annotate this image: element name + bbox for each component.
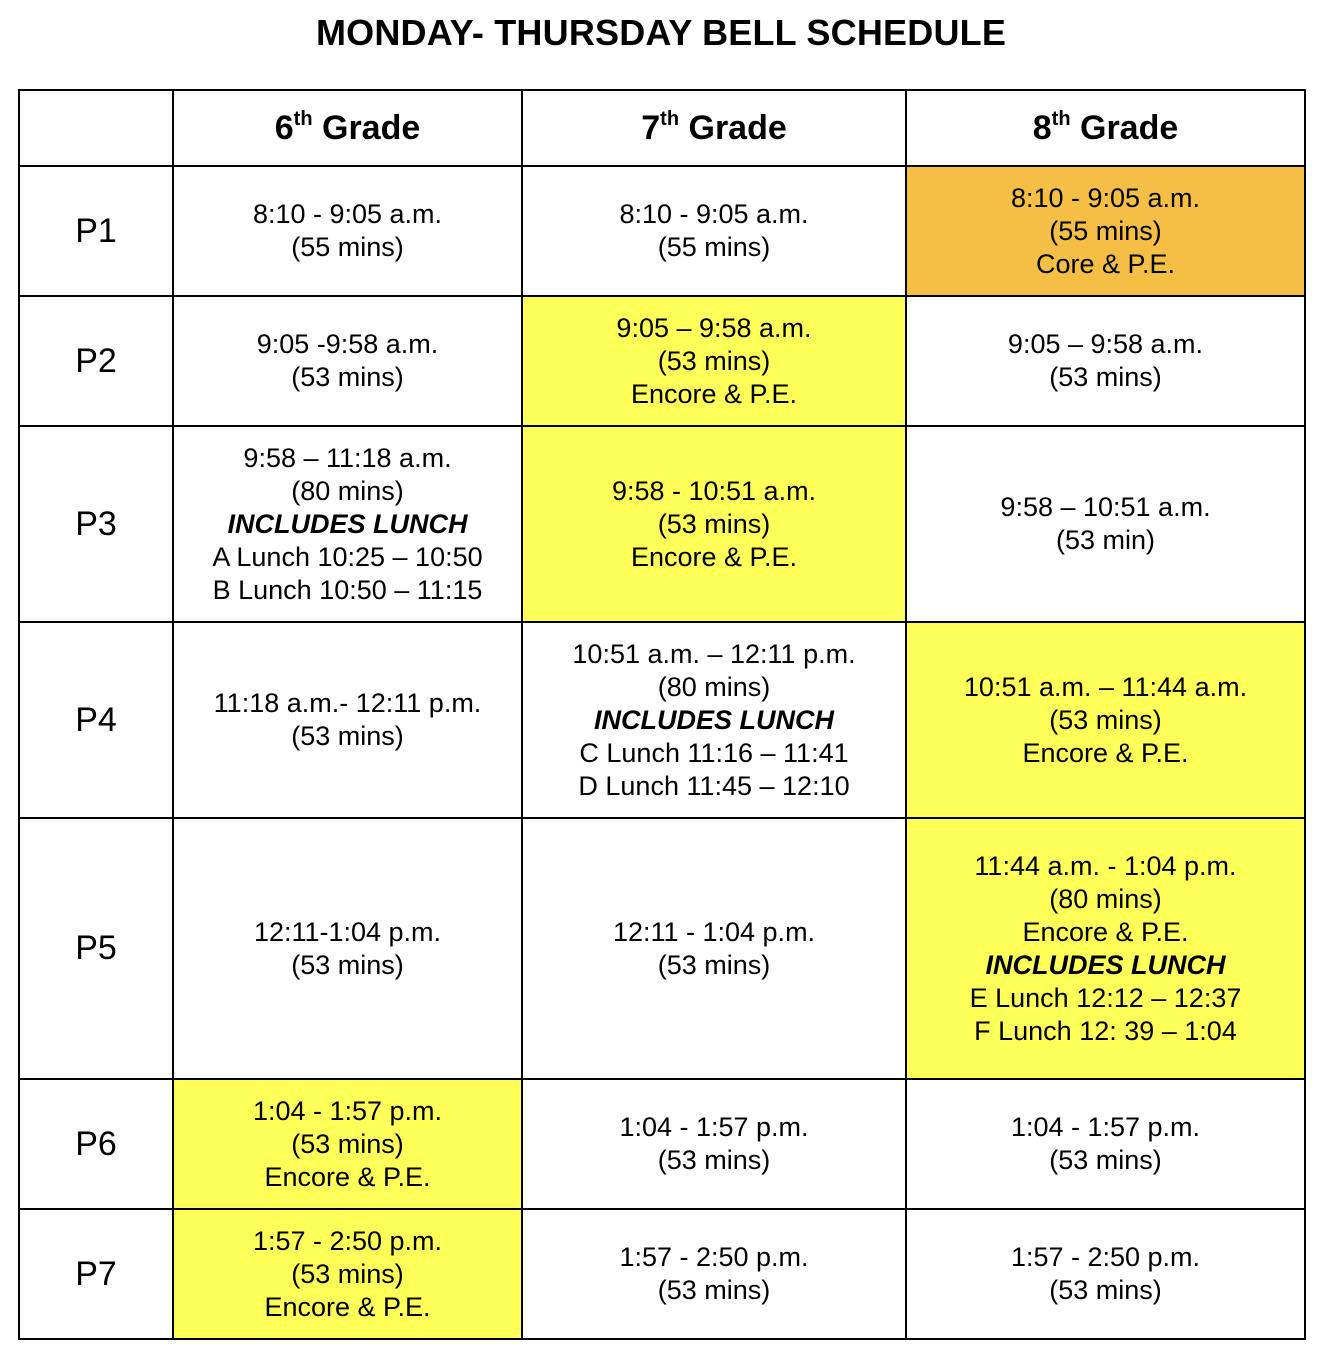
table-row (19, 296, 1305, 426)
bell-schedule-table (18, 89, 1306, 1340)
schedule-cell-highlighted: 1:04 - 1:57 p.m. (53 mins) Encore & P.E. (173, 1079, 522, 1209)
schedule-cell: 1:04 - 1:57 p.m. (53 mins) (522, 1079, 906, 1209)
period-label: P3 (19, 426, 173, 622)
period-label: P7 (19, 1209, 173, 1339)
schedule-cell: 9:05 -9:58 a.m. (53 mins) (173, 296, 522, 426)
page-title: MONDAY- THURSDAY BELL SCHEDULE (315, 12, 1007, 53)
grade-6-header: 6th Grade (173, 90, 522, 166)
table-row (19, 1209, 1305, 1339)
schedule-cell: 1:57 - 2:50 p.m. (53 mins) (906, 1209, 1305, 1339)
schedule-cell: 11:18 a.m.- 12:11 p.m. (53 mins) (173, 622, 522, 818)
period-label: P4 (19, 622, 173, 818)
schedule-cell: 8:10 - 9:05 a.m. (55 mins) (522, 166, 906, 296)
schedule-cell-highlighted: 10:51 a.m. – 11:44 a.m. (53 mins) Encore & P.E. (906, 622, 1305, 818)
schedule-cell-highlighted: 9:05 – 9:58 a.m. (53 mins) Encore & P.E. (522, 296, 906, 426)
schedule-cell-highlighted: 1:57 - 2:50 p.m. (53 mins) Encore & P.E. (173, 1209, 522, 1339)
grade-7-header: 7th Grade (522, 90, 906, 166)
schedule-cell-highlighted: 11:44 a.m. - 1:04 p.m. (80 mins) Encore & P.E. INCLUDES LUNCH E Lunch 12:12 – 12:37 F Lunch 12: 39 – 1:04 (906, 818, 1305, 1079)
schedule-cell: 12:11-1:04 p.m. (53 mins) (173, 818, 522, 1079)
corner-cell (19, 90, 173, 166)
schedule-cell: 9:58 – 11:18 a.m. (80 mins) INCLUDES LUNCH A Lunch 10:25 – 10:50 B Lunch 10:50 – 11:15 (173, 426, 522, 622)
schedule-cell: 1:57 - 2:50 p.m. (53 mins) (522, 1209, 906, 1339)
schedule-cell: 10:51 a.m. – 12:11 p.m. (80 mins) INCLUDES LUNCH C Lunch 11:16 – 11:41 D Lunch 11:45 – 12:10 (522, 622, 906, 818)
table-row (19, 818, 1305, 1079)
table-row (19, 622, 1305, 818)
schedule-cell-highlighted: 9:58 - 10:51 a.m. (53 mins) Encore & P.E. (522, 426, 906, 622)
period-label: P5 (19, 818, 173, 1079)
schedule-cell: 12:11 - 1:04 p.m. (53 mins) (522, 818, 906, 1079)
table-row (19, 426, 1305, 622)
table-row (19, 1079, 1305, 1209)
schedule-cell: 9:05 – 9:58 a.m. (53 mins) (906, 296, 1305, 426)
period-label: P1 (19, 166, 173, 296)
schedule-cell: 9:58 – 10:51 a.m. (53 min) (906, 426, 1305, 622)
schedule-cell: 1:04 - 1:57 p.m. (53 mins) (906, 1079, 1305, 1209)
schedule-cell: 8:10 - 9:05 a.m. (55 mins) (173, 166, 522, 296)
period-label: P6 (19, 1079, 173, 1209)
grade-8-header: 8th Grade (906, 90, 1305, 166)
header-row (19, 90, 1305, 166)
table-row (19, 166, 1305, 296)
period-label: P2 (19, 296, 173, 426)
schedule-cell-highlighted: 8:10 - 9:05 a.m. (55 mins) Core & P.E. (906, 166, 1305, 296)
